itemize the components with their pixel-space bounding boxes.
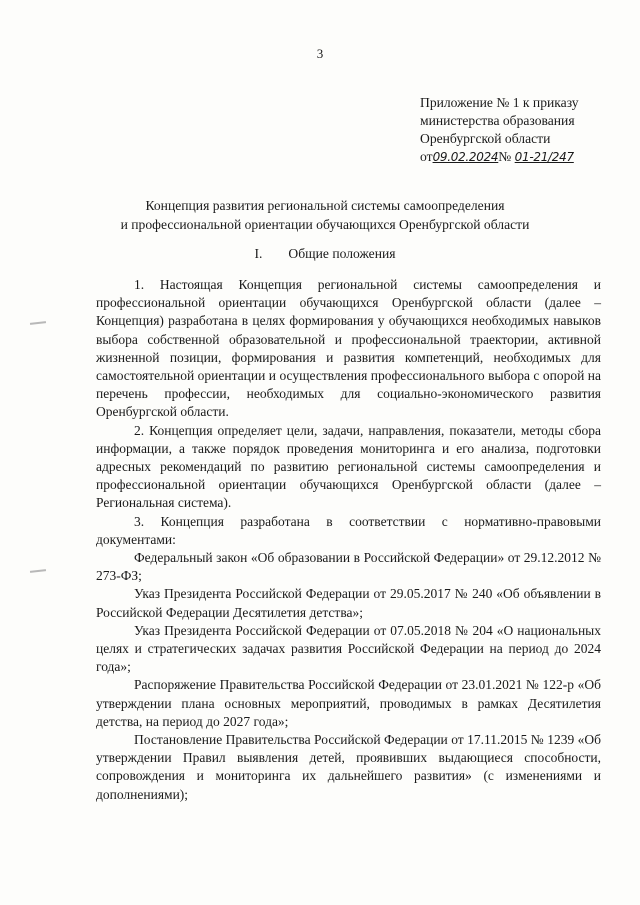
section-title: Общие положения [288, 246, 396, 261]
paragraph-5: Указ Президента Российской Федерации от 29.05.2017 № 240 «Об объявлении в Российской Федерации Десятилетия детства»; [96, 586, 601, 620]
paragraph-4: Федеральный закон «Об образовании в Российской Федерации» от 29.12.2012 № 273-ФЗ; [96, 550, 601, 584]
from-label: от [420, 149, 433, 164]
handwritten-date: 09.02.2024 [432, 150, 499, 164]
title-line-1: Концепция развития региональной системы самоопределения [145, 198, 505, 213]
margin-mark [30, 569, 46, 573]
section-number: I. [254, 246, 263, 261]
handwritten-number: 01-21/247 [514, 150, 574, 164]
paragraph-2: 2. Концепция определяет цели, задачи, направления, показатели, методы сбора информации, а также порядок проведения мониторинга и его анализа, подготовки адресных рекомендаций по развитию региональной системы самоопределения и профессиональной ориентации обучающихся Оренбургской области (далее – Региональная система). [96, 422, 601, 511]
title-line-2: и профессиональной ориентации обучающихся Оренбургской области [120, 217, 530, 232]
appendix-date-line [420, 148, 620, 166]
appendix-line-3: Оренбургской области [420, 131, 551, 146]
paragraph-6: Указ Президента Российской Федерации от 07.05.2018 № 204 «О национальных целях и стратегических задачах развития Российской Федерации на период до 2024 года»; [96, 622, 601, 675]
paragraph-8: Постановление Правительства Российской Федерации от 17.11.2015 № 1239 «Об утверждении Правил выявления детей, проявивших выдающиеся способности, сопровождения и мониторинга их дальнейшего развития» (с изменениями и дополнениями); [96, 732, 601, 802]
document-title [90, 196, 560, 234]
appendix-stamp [420, 94, 620, 166]
paragraph-1: 1. Настоящая Концепция региональной системы самоопределения и профессиональной ориентации обучающихся Оренбургской области (далее – Концепция) разработана в целях формирования у обучающихся необходимых навыков выбора собственной образовательной и профессиональной траектории, активной жизненной позиции, формирования и развития компетенций, необходимых для самостоятельной ориентации и осуществления профессионального выбора с опорой на перечень профессии, необходимых для социально-экономического развития Оренбургской области. [96, 277, 601, 420]
section-heading [90, 246, 560, 262]
paragraph-7: Распоряжение Правительства Российской Федерации от 23.01.2021 № 122-р «Об утверждении плана основных мероприятий, проводимых в рамках Десятилетия детства, на период до 2027 года»; [96, 677, 601, 729]
appendix-line-1: Приложение № 1 к приказу [420, 95, 579, 110]
margin-mark [30, 321, 46, 325]
paragraph-3: 3. Концепция разработана в соответствии с нормативно-правовыми документами: [96, 513, 601, 547]
body-text [96, 276, 601, 804]
page-number: 3 [316, 46, 324, 61]
number-label: № [498, 149, 512, 164]
appendix-line-2: министерства образования [420, 113, 575, 128]
